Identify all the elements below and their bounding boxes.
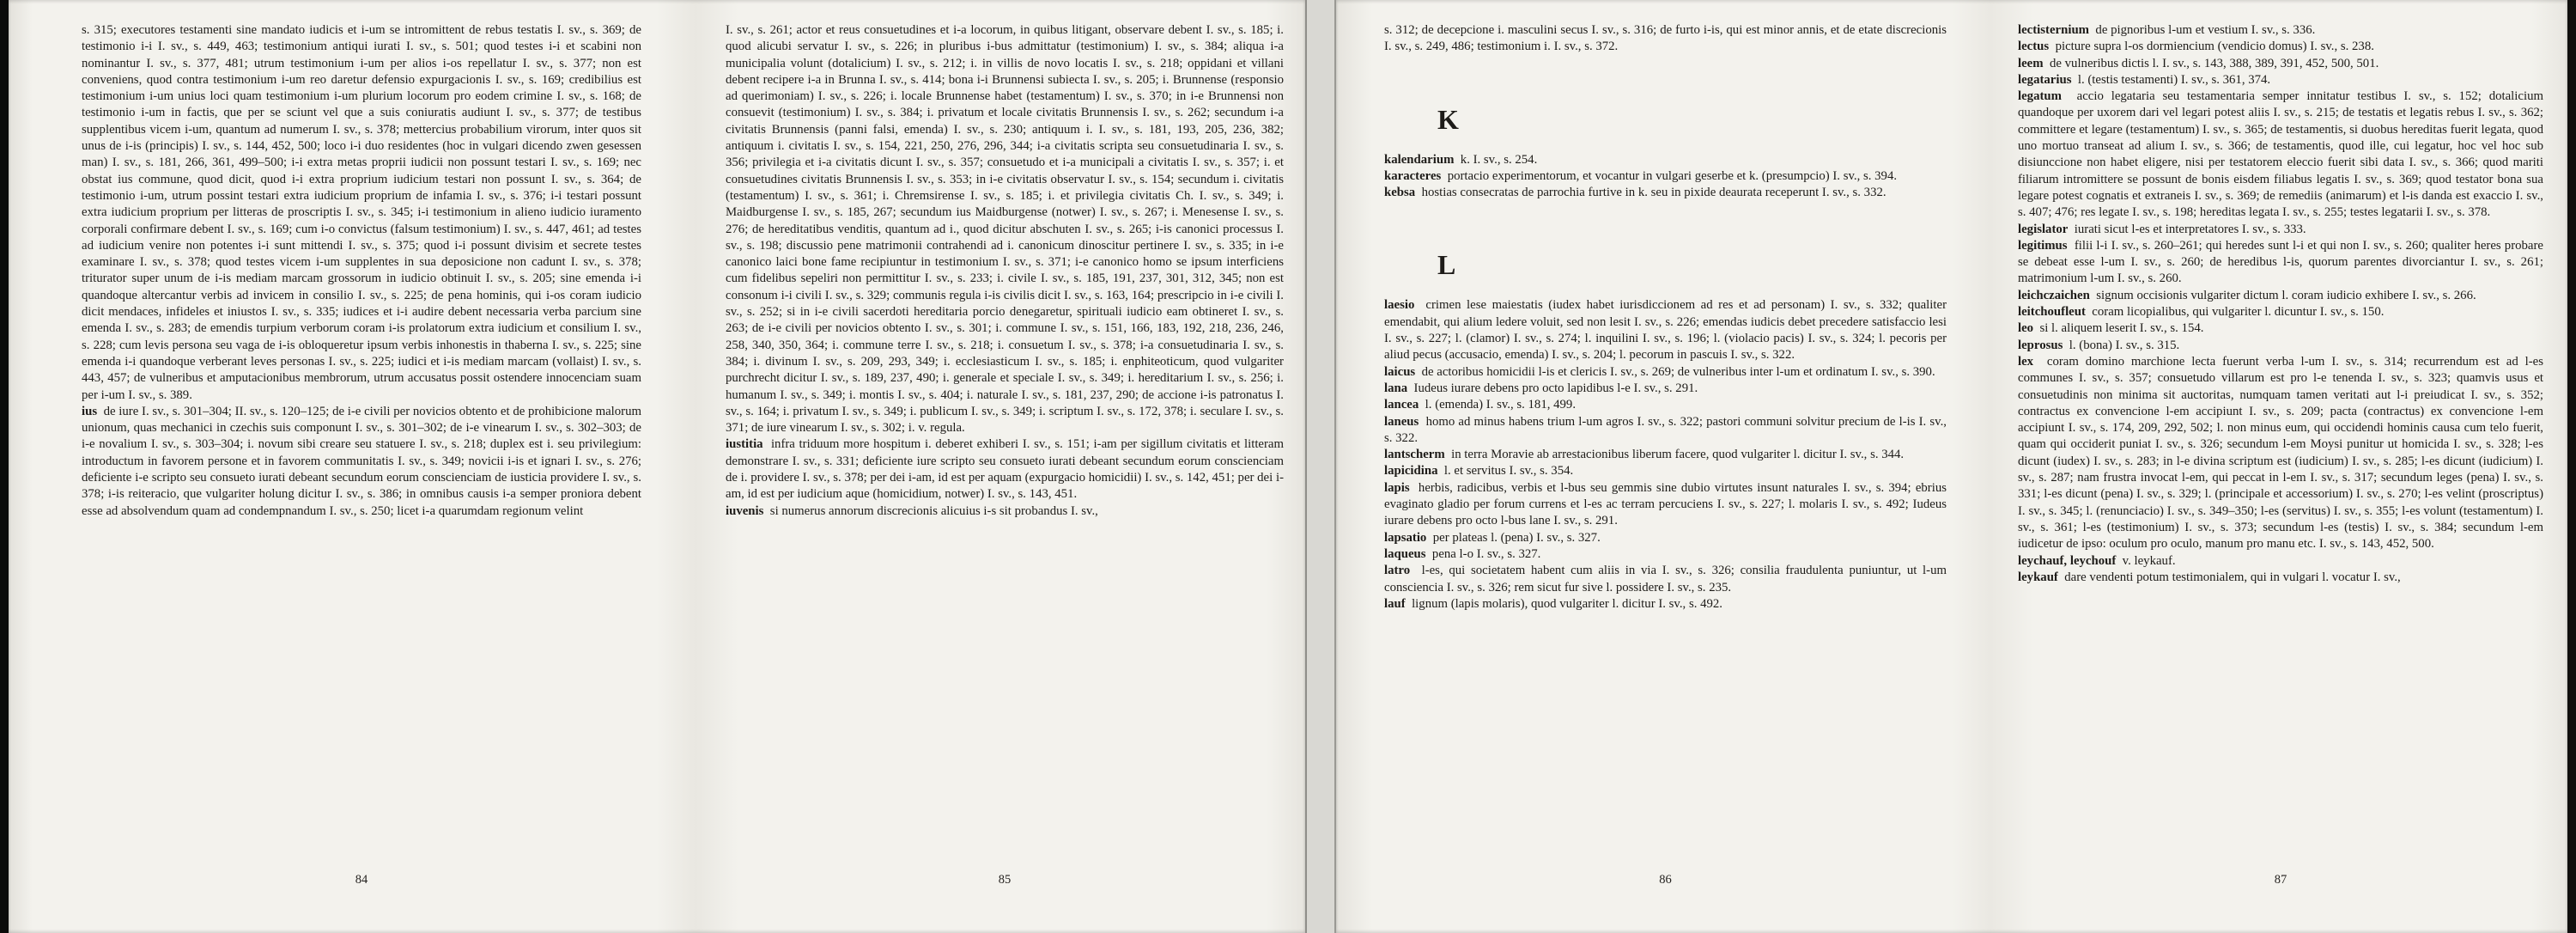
index-entry-leprosus: leprosus l. (bona) I. sv., s. 315. [2018,338,2180,352]
entry-headword: leykauf [2018,570,2058,584]
index-entry-kebsa: kebsa hostias consecratas de parrochia furtive in k. seu in pixide deaurata receperunt I. sv., s. 332. [1384,186,1886,200]
entry-headword: lana [1384,381,1408,395]
index-entry-karacteres: karacteres portacio experimentorum, et vocantur in vulgari geserbe et k. (presumpcio) I. sv., s. 394. [1384,168,1898,183]
page-number: 85 [998,873,1012,887]
page-86 [1384,22,1947,871]
entry-headword: legitimus [2018,238,2068,253]
index-entry-leitchoufleut: leitchoufleut coram licopialibus, qui vulgariter l. dicuntur I. sv., s. 150. [2018,305,2385,320]
index-entry-legatum: legatum accio legataria seu testamentaria semper innitatur testibus I. sv., s. 152; dotalicium quandoque per uxorem dari vel legari potest aliis I. sv., s. 215; de testatis et legatis rebus I. sv., s. 362; committere et legare (testamentum) I. sv., s. 365; de testamentis, si duobus hereditas fuerit legata, quod uno mortuo transeat ad alium I. sv., s. 366; de testamentis, quod ille, cui legatur, hoc vel hoc sub disiunccione non habet eligere, nisi per testatorem eleccio fuerit sibi data I. sv., s. 366; quod mariti filiarum intromittere se possunt de bonis eisdem filiabus legatis I. sv., s. 369; quod testator bona sua legare potest cognatis et extraneis I. sv., s. 369; de remediis (animarum) et l-is danda est exaccio I. sv., s. 407; 476; res legate I. sv., s. 198; hereditas legata I. sv., s. 255; testes legatarii I. sv., s. 378. [2018,89,2543,220]
entry-headword: leprosus [2018,338,2063,352]
index-entry-laesio: laesio crimen lese maiestatis (iudex habet iurisdiccionem ad res et ad personam) I. sv., s. 332; qualiter emendabit, qui alium ledere voluit, sed non lesit I. sv., s. 226; emendas iudicis debet precedere satisfaccio lesi I. sv., s. 227; l. (clamor) I. sv., s. 274; l. inquilini I. sv., s. 196; l. (violacio pacis) I. sv., s. 324; l. pecoris per aliud pecus (accusacio, emenda) I. sv., s. 204; l. pecorum in pascuis I. sv., s. 322. [1384,298,1947,363]
index-entry-lancea: lancea l. (emenda) I. sv., s. 181, 499. [1384,398,1577,412]
entry-headword: leitchoufleut [2018,305,2086,320]
entry-headword: legatum [2018,89,2062,104]
page-number: 84 [355,873,368,887]
index-entry-continuation: s. 312; de decepcione i. masculini secus I. sv., s. 316; de furto i-is, qui est minor annis, et de etate discrecionis I. sv., s. 249, 486; testimonium i. I. sv., s. 372. [1384,23,1947,54]
scan-edge-right [2567,0,2576,933]
scan-edge-left [0,0,9,933]
index-entry-laicus: laicus de actoribus homicidii l-is et clericis I. sv., s. 269; de vulneribus inter l-um et ordinatum I. sv., s. 390. [1384,364,1935,379]
entry-headword: lex [2018,354,2034,369]
page-number: 87 [2274,873,2287,887]
index-entry-iuvenis: iuvenis si numerus annorum discrecionis alicuius i-s sit probandus I. sv., [726,503,1098,518]
entry-headword: iuvenis [726,503,764,518]
index-entry-continuation: I. sv., s. 261; actor et reus consuetudines et i-a locorum, in quibus litigant, observare debent I. sv., s. 185; i. quod alicubi servatur I. sv., s. 226; in pluribus i-bus admittatur (testimonium) I. sv., s. 384; aliqua i-a municipalia volunt (dotalicium) I. sv., s. 212; i. in villis de novo locatis I. sv., s. 218; oppidani et villani debent recipere i-a in Brunna I. sv., s. 414; bona i-i Brunnensi subiecta I. sv., s. 205; i. Brunnense (responsio ad querimoniam) I. sv., s. 226; i. locale Brunnense habet (testamentum) I. sv., s. 370; in i-e Brunnensi non consuevit (testimonium) I. sv., s. 384; i. privatum et locale civitatis Brunnensis I. sv., s. 262; secundum i-a civitatis Brunnensis (panni falsi, emenda) I. sv., s. 230; antiquum i. I. sv., s. 181, 193, 205, 236, 382; antiquum i. civitatis I. sv., s. 154, 221, 250, 276, 296, 344; i-a civitatis scripta seu consuetudinaria I. sv., s. 356; privilegia et i-a civitatis dicunt I. sv., s. 357; consuetudo et i-a municipali a civitatis I. sv., s. 357; i. et consuetudines civitatis Brunnensis I. sv., s. 353; in i-e civitatis observatur I. sv., s. 154; secundum i. civitatis (testamentum) I. sv., s. 361; i. Chremsirense I. sv., s. 185; i. et privilegia civitatis Ch. I. sv., s. 349; i. Maidburgense I. sv., s. 185, 267; secundum ius Maidburgense (notwer) I. sv., s. 267; i. Menesense I. sv., s. 276; de hereditatibus venditis, quantum ad i., quod dicitur abschuten I. sv., s. 265; i-is canonici processus I. sv., s. 198; discussio pene matrimonii contrahendi ad i. canonicum dinoscitur pertinere I. sv., s. 335; in i-e canonico laici bone fame recipiuntur in testimonium I. sv., s. 371; i-e canonico homo se ipsum interficiens cum fidelibus sepeliri non permittitur I. sv., s. 233; i. civile I. sv., s. 185, 191, 237, 301, 312, 345; non est consonum i-i civili I. sv., s. 329; communis regula i-is civilis dicit I. sv., s. 163, 164; prescripcio in i-e civili I. sv., s. 252; si in i-e civili sacerdoti hereditaria porcio denegaretur, spirituali iudicio eam obtineret I. sv., s. 263; de i-e civili per novicios obtento I. sv., s. 301; i. commune I. sv., s. 151, 166, 183, 192, 218, 236, 246, 258, 340, 350, 364; i. commune terre I. sv., s. 218; i. consuetum I. sv., s. 378; i-a consuetudinaria I. sv., s. 384; i. divinum I. sv., s. 209, 293, 349; i. ecclesiasticum I. sv., s. 185; i. enphiteoticum, quod vulgariter purchrecht dicitur I. sv., s. 189, 237, 490; i. generale et speciale I. sv., s. 349; i. hereditarium I. sv., s. 256; i. humanum I. sv., s. 349; i. montis I. sv., s. 404; i. naturale I. sv., s. 181, 237, 290; de accione i-is patronatus I. sv., s. 164; i. privatum I. sv., s. 349; i. publicum I. sv., s. 349; i. scriptum I. sv., s. 172, 378; i. seculare I. sv., s. 371; de iure vinearum I. sv., s. 302; i. v. regula. [726,23,1284,436]
entry-headword: lapsatio [1384,530,1427,545]
page-87 [2018,22,2543,871]
entry-headword: latro [1384,564,1411,578]
index-entry-lex: lex coram domino marchione lecta fuerunt verba l-um I. sv., s. 314; recurrendum est ad l-es communes I. sv., s. 357; consuetudo villarum est pro l-e tenenda I. sv., s. 323; quamvis usus et consuetudinis non minima sit auctoritas, numquam tamen veritati aut l-i preiudicat I. sv., s. 352; contractus ex convencione l-em accipiunt I. sv., s. 209; pacta (contractus) ex convencione l-em accipiunt I. sv., s. 174, 209, 292, 502; l. non minus eum, qui occidendi hominis causa cum telo fuerit, quam qui occiderit puniat I. sv., s. 326; secundum l-em Moysi punitur ut homicida I. sv., s. 328; l-es dicunt (iudex) I. sv., s. 283; in l-e divina scriptum est (iudicium) I. sv., s. 285; l-es dicunt (iudicium) I. sv., s. 287; nam frustra invocat l-em, qui peccat in l-em I. sv., s. 317; secundum leges (pena) I. sv., s. 331; l-es dicunt (pena) I. sv., s. 329; l. (principale et accessorium) I. sv., s. 270; l-es velint (proscriptus) I. sv., s. 345; l. (renunciacio) I. sv., s. 349–350; l-es (servitus) I. sv., s. 355; l-es volunt (testamentum) I. sv., s. 361; l-es (testimonium) I. sv., s. 373; secundum l-es (testis) I. sv., s. 384; secundum l-em iudicetur de ipso: oculum pro oculo, manum pro manu etc. I. sv., s. 143, 452, 500. [2018,354,2543,552]
entry-headword: lantscherm [1384,448,1445,462]
entry-headword: ius [82,404,98,418]
index-entry-laneus: laneus homo ad minus habens trium l-um agros I. sv., s. 322; pastori communi solvitur precium de l-is I. sv., s. 322. [1384,414,1947,445]
index-entry-legitimus: legitimus filii l-i I. sv., s. 260–261; qui heredes sunt l-i et qui non I. sv., s. 260; qualiter heres probare se debeat esse l-um I. sv., s. 260; de heredibus l-is, quorum parentes divorciantur I. sv., s. 261; matrimonium l-um I. sv., s. 260. [2018,238,2543,286]
index-entry-ius: ius de iure I. sv., s. 301–304; II. sv., s. 120–125; de i-e civili per novicios obtento et de prohibicione malorum unionum, quas mechanici in czechis suis componunt I. sv., s. 301–302; de i-e vinearum I. sv., s. 302–303; de i-e novalium I. sv., s. 303–304; i. novum sibi creare seu statuere I. sv., s. 218; duplex est i. seu privilegium: introductum in favorem persone et in favorem communitatis I. sv., s. 349; novicii i-is et ignari I. sv., s. 276; deficiente i-e scripto seu consueto iurati debeant secundum eorum conscienciam de iusticia providere I. sv., s. 378; i-is reiteracio, que vulgariter holung dicitur I. sv., s. 386; in omnibus causis i-a semper proniora debent esse ad absolvendum quam ad condempnandum I. sv., s. 250; licet i-a quarumdam regionum velint [82,404,641,518]
entry-headword: legatarius [2018,72,2072,87]
index-entry-lantscherm: lantscherm in terra Moravie ab arrestacionibus liberum facere, quod vulgariter l. dicitur I. sv., s. 344. [1384,448,1905,462]
page-number: 86 [1659,873,1672,887]
page-85-content [726,22,1284,520]
entry-headword: lauf [1384,596,1406,611]
page-87-content [2018,22,2543,586]
entry-headword: kalendarium [1384,152,1455,167]
index-entry-leem: leem de vulneribus dictis l. I. sv., s. 143, 388, 389, 391, 452, 500, 501. [2018,56,2379,70]
index-entry-legislator: legislator iurati sicut l-es et interpretatores I. sv., s. 333. [2018,222,2306,236]
entry-headword: laicus [1384,364,1416,379]
entry-headword: leichczaichen [2018,288,2090,302]
index-entry-continuation: s. 315; executores testamenti sine mandato iudicis et i-um se intromittent de rebus testatis I. sv., s. 369; de testimonio i-i I. sv., s. 449, 463; testimonium antiqui iurati I. sv., s. 501; quod testes i-i et scabini non nominantur I. sv., s. 377, 481; utrum testimonium i-um per alios i-os repellatur I. sv., s. 377; non est conveniens, quod contra testimonium i-um reo daretur defensio expurgacionis I. sv., s. 169; credibilius est testimonium i-um unius loci quam testimonium i-um plurium locorum pro eodem crimine I. sv., s. 168; de testimonio i-um in factis, que per se sciunt vel que a suis coniuratis audiunt I. sv., s. 377; de testibus supplentibus vicem i-um, quantum ad numerum I. sv., s. 378; mettercius probabilium virorum, inter quos sit unus de i-is (principis) I. sv., s. 144, 452, 500; loco i-i duo residentes (hoc in vulgari dicendo zwen gesessen man) I. sv., s. 181, 266, 361, 499–500; i-i extra metas proprii iudicii non possunt testari I. sv., s. 169; nec obstat ius commune, quod dicit, quod i-i extra proprium iudicium testari non possunt I. sv., s. 364; de testimonio i-um, utrum possint testari extra iudicium proprium de infamia I. sv., s. 376; i-i testari possunt extra iudicium proprium per litteras de proscriptis I. sv., s. 345; i-i testimonium in alieno iudicio iuramento corporali confirmare debent I. sv., s. 169; cum i-o convictus (falsum testimonium) I. sv., s. 447, 461; ad testes ad iudicium venire non potentes i-i sunt mittendi I. sv., s. 375; quod i-i possunt divisim et secrete testes examinare I. sv., s. 378; quod testes vicem i-um supplentes in sua deposicione non cadunt I. sv., s. 378; triturator super unum de i-is mediam marcam grossorum in iudicio obtinuit I. sv., s. 205; sine emenda i-i quandoque altercantur verbis ad invicem in consilio I. sv., s. 225; de pena hominis, qui i-os coram iudicio dicit mendaces, infideles et iniustos I. sv., s. 335; iudices et i-i audire debent necessaria verba parcium sine emenda I. sv., s. 283; de emendis turpium verborum coram i-is prolatorum extra iudicium et consilium I. sv., s. 228; cum levis persona seu vaga de i-is obloqueretur ipsum verbis inhonestis in thaberna I. sv., s. 225; sine emenda i-i quandoque verberant leves personas I. sv., s. 225; iudici et i-is mediam marcam (vollaist) I. sv., s. 443, 457; de vulneribus et amputacionibus membrorum, utrum accusatus possit ostendere innocenciam suam per i-um I. sv., s. 389. [82,23,641,402]
entry-headword: kebsa [1384,186,1416,200]
index-entry-legatarius: legatarius l. (testis testamenti) I. sv., s. 361, 374. [2018,72,2271,87]
section-letter-l: L [1437,249,1456,281]
section-letter-k: K [1437,103,1459,135]
index-entry-lapsatio: lapsatio per plateas l. (pena) I. sv., s. 327. [1384,530,1601,545]
index-entry-lauf: lauf lignum (lapis molaris), quod vulgariter l. dicitur I. sv., s. 492. [1384,596,1722,611]
index-entry-leo: leo si l. aliquem leserit I. sv., s. 154. [2018,321,2204,336]
index-entry-iustitia: iustitia infra triduum more hospitum i. deberet exhiberi I. sv., s. 151; i-am per sigillum civitatis et litteram demonstrare I. sv., s. 331; deficiente iure scripto seu consueto iurati debeant secundum eorum conscienciam de i. providere I. sv., s. 378; per dei i-am, id est per aquam (expurgacio homicidii) I. sv., s. 142, 451; per dei i-am, id est per iudicium aque (homicidium, notwer) I. sv., s. 143, 451. [726,437,1284,502]
entry-headword: leo [2018,321,2034,336]
index-entry-leykauf: leykauf dare vendenti potum testimonialem, qui in vulgari l. vocatur I. sv., [2018,570,2401,584]
entry-headword: laqueus [1384,546,1426,561]
entry-headword: leychauf, leychouf [2018,553,2117,568]
entry-headword: lectus [2018,40,2050,54]
entry-headword: lapicidina [1384,464,1438,479]
entry-headword: laesio [1384,298,1415,313]
index-entry-lectisternium: lectisternium de pignoribus l-um et vestium I. sv., s. 336. [2018,23,2316,37]
entry-headword: iustitia [726,437,763,452]
index-entry-lana: lana Iudeus iurare debens pro octo lapidibus l-e I. sv., s. 291. [1384,381,1698,395]
page-84 [82,22,641,871]
page-85 [726,22,1284,871]
page-84-content [82,22,641,520]
index-entry-lapicidina: lapicidina l. et servitus I. sv., s. 354. [1384,464,1574,479]
index-entry-kalendarium: kalendarium k. I. sv., s. 254. [1384,152,1538,167]
entry-headword: laneus [1384,414,1419,429]
index-entry-lectus: lectus picture supra l-os dormiencium (vendicio domus) I. sv., s. 238. [2018,40,2374,54]
entry-headword: karacteres [1384,168,1442,183]
index-entry-leychauf: leychauf, leychouf v. leykauf. [2018,553,2176,568]
entry-headword: leem [2018,56,2044,70]
index-entry-leichczaichen: leichczaichen signum occisionis vulgariter dictum l. coram iudicio exhibere I. sv., s. 266. [2018,288,2476,302]
entry-headword: lancea [1384,398,1419,412]
entry-headword: legislator [2018,222,2069,236]
page-86-content [1384,22,1947,613]
sheet-gap [1305,0,1336,933]
index-entry-lapis: lapis herbis, radicibus, verbis et l-bus seu gemmis sine dubio virtutes insunt naturales I. sv., s. 394; ebrius evaginato gladio per forum currens et l-es ac terram percuciens I. sv., s. 227; l. molaris I. sv., s. 492; Iudeus iurare debens pro octo l-bus lane I. sv., s. 291. [1384,480,1947,528]
entry-headword: lectisternium [2018,23,2090,37]
index-entry-laqueus: laqueus pena l-o I. sv., s. 327. [1384,546,1541,561]
entry-headword: lapis [1384,480,1410,495]
index-entry-latro: latro l-es, qui societatem habent cum aliis in via I. sv., s. 326; consilia fraudulenta puniuntur, ut l-um consciencia I. sv., s. 326; rem sicut fur sive l. possidere I. sv., s. 235. [1384,564,1947,595]
